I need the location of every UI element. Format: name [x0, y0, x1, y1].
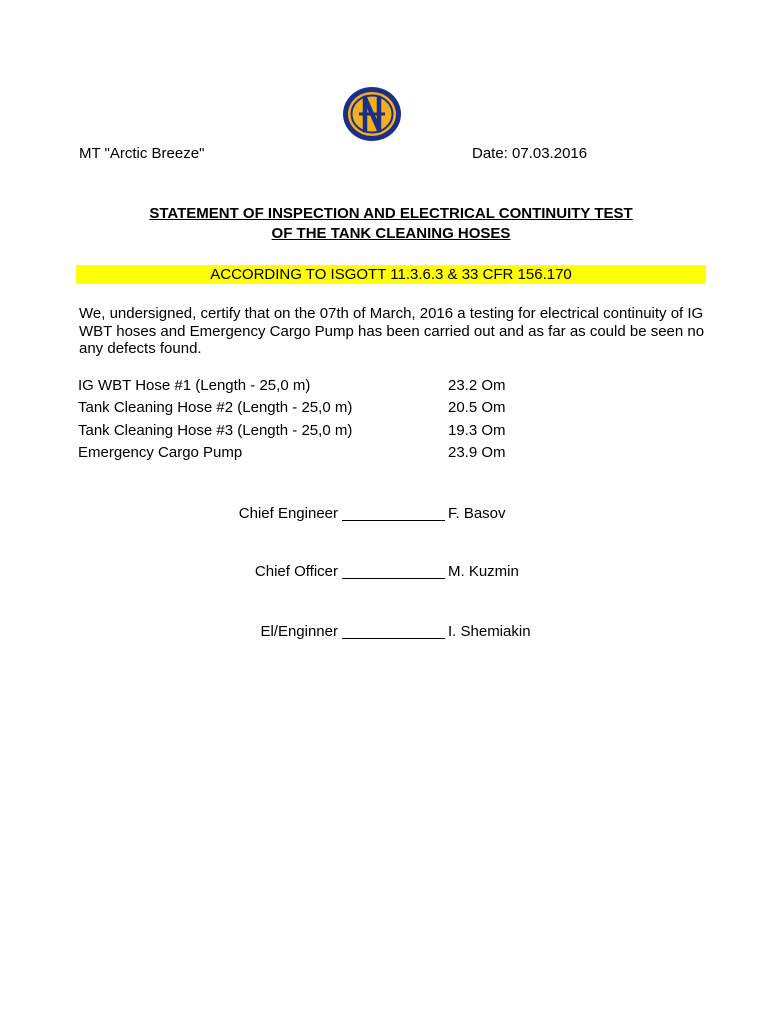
signature-line: [342, 638, 445, 639]
signer-name: F. Basov: [448, 505, 506, 522]
signer-role: Chief Engineer: [238, 505, 338, 522]
measurement-item: Tank Cleaning Hose #3 (Length - 25,0 m): [78, 422, 353, 439]
measurement-row: [78, 397, 558, 419]
signature-row: [0, 562, 768, 582]
measurement-item: IG WBT Hose #1 (Length - 25,0 m): [78, 377, 311, 394]
signature-line: [342, 520, 445, 521]
measurement-value: 23.2 Om: [448, 377, 506, 394]
measurement-value: 20.5 Om: [448, 399, 506, 416]
signer-role: Chief Officer: [254, 563, 338, 580]
measurement-value: 23.9 Om: [448, 444, 506, 461]
signer-name: I. Shemiakin: [448, 623, 531, 640]
document-date: Date: 07.03.2016: [472, 145, 588, 162]
signature-row: [0, 504, 768, 524]
measurement-row: [78, 420, 558, 442]
measurement-row: [78, 375, 558, 397]
measurement-item: Tank Cleaning Hose #2 (Length - 25,0 m): [78, 399, 353, 416]
signer-name: M. Kuzmin: [448, 563, 519, 580]
measurement-row: [78, 442, 558, 464]
measurement-value: 19.3 Om: [448, 422, 506, 439]
signer-role: El/Enginner: [260, 623, 338, 640]
company-logo-icon: [342, 86, 402, 142]
signature-line: [342, 578, 445, 579]
vessel-name: MT "Arctic Breeze": [79, 145, 205, 162]
signature-row: [0, 622, 768, 642]
reference-standard-banner: ACCORDING TO ISGOTT 11.3.6.3 & 33 CFR 156.170: [76, 265, 706, 284]
document-title-line-1: STATEMENT OF INSPECTION AND ELECTRICAL CONTINUITY TEST: [149, 205, 633, 222]
measurement-item: Emergency Cargo Pump: [78, 444, 243, 461]
certification-statement: We, undersigned, certify that on the 07th of March, 2016 a testing for electrical continuity of IG WBT hoses and Emergency Cargo Pump has been carried out and as far as could be seen no any defects found.: [79, 305, 705, 357]
document-title-line-2: OF THE TANK CLEANING HOSES: [271, 225, 511, 242]
